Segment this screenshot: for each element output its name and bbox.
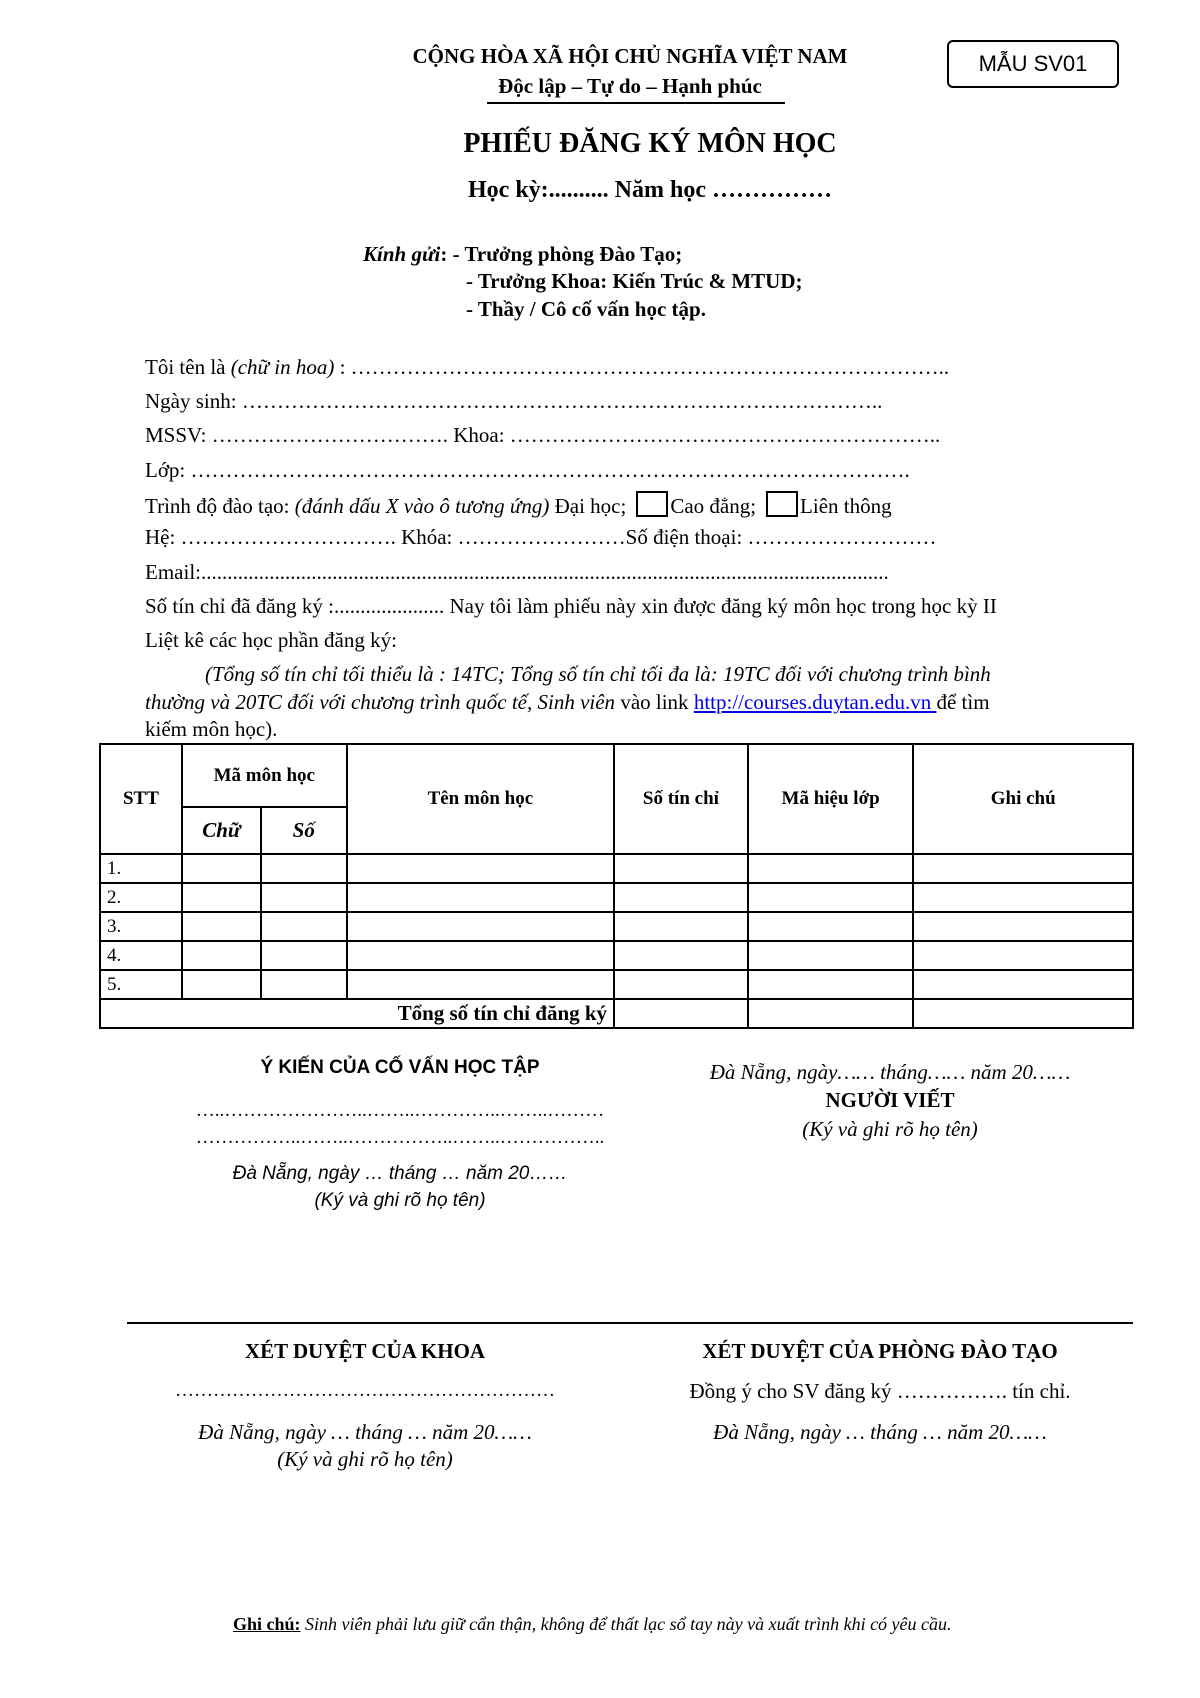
credits-field: Số tín chỉ đã đăng ký :..................... Nay tôi làm phiếu này xin được đăng ký môn học trong học kỳ II <box>145 594 997 618</box>
writer-date: Đà Nẵng, ngày…… tháng…… năm 20…… <box>709 1060 1071 1084</box>
course-table <box>99 743 1134 1029</box>
note-line-2: thường và 20TC đối với chương trình quốc tế, Sinh viên vào link http://courses.duytan.edu.vn để tìm <box>145 690 990 714</box>
advisor-dots-1: …..…………………..……..…………..……..……… <box>195 1100 605 1121</box>
table-row: 1. <box>100 854 1133 883</box>
table-row: 2. <box>100 883 1133 912</box>
addressee-line-2: - Trưởng Khoa: Kiến Trúc & MTUD; <box>466 269 803 293</box>
faculty-date: Đà Nẵng, ngày … tháng … năm 20…… <box>198 1420 532 1444</box>
faculty-sign: (Ký và ghi rõ họ tên) <box>277 1447 453 1471</box>
table-row: 5. <box>100 970 1133 999</box>
email-field: Email:................................................................................................................................... <box>145 560 889 584</box>
list-label: Liệt kê các học phần đăng ký: <box>145 628 397 652</box>
note-line-3: kiếm môn học). <box>145 717 278 741</box>
name-field: Tôi tên là (chữ in hoa) : ………………………………………………………………………….. <box>145 355 950 379</box>
addressee-line-1: : - Trưởng phòng Đào Tạo; <box>440 242 683 266</box>
addressee-label: Kính gửi <box>363 242 441 266</box>
advisor-dots-2: ……………..……..……………..……..…………….. <box>195 1127 605 1148</box>
writer-sign: (Ký và ghi rõ họ tên) <box>802 1117 978 1141</box>
system-field: Hệ: …………………………. Khóa: ……………………Số điện thoại: ……………………… <box>145 525 937 549</box>
transfer-checkbox[interactable] <box>766 491 798 517</box>
header-stt: STT <box>100 744 182 854</box>
country-name: CỘNG HÒA XÃ HỘI CHỦ NGHĨA VIỆT NAM <box>412 44 848 68</box>
total-row <box>100 999 1133 1028</box>
addressee <box>363 242 682 267</box>
motto: Độc lập – Tự do – Hạnh phúc <box>498 74 762 98</box>
advisor-date: Đà Nẵng, ngày … tháng … năm 20…… <box>232 1163 568 1184</box>
header-course-name: Tên môn học <box>347 744 614 854</box>
faculty-heading: XÉT DUYỆT CỦA KHOA <box>244 1339 486 1363</box>
mssv-field: MSSV: ……………………………. Khoa: …………………………………………………….. <box>145 423 941 447</box>
level-field: Trình độ đào tạo: (đánh dấu X vào ô tương ứng) Đại học; Cao đẳng; Liên thông <box>145 491 892 519</box>
semester-line: Học kỳ:.......... Năm học …………… <box>468 177 832 203</box>
header-course-code: Mã môn học <box>182 744 347 807</box>
addressee-line-3: - Thầy / Cô cố vấn học tập. <box>466 297 706 321</box>
footer-text: Sinh viên phải lưu giữ cẩn thận, không để thất lạc sổ tay này và xuất trình khi có yêu cầu. <box>300 1614 952 1634</box>
motto-underline <box>487 102 785 104</box>
training-approve: Đồng ý cho SV đăng ký ……………. tín chỉ. <box>689 1379 1071 1403</box>
courses-link[interactable]: http://courses.duytan.edu.vn <box>693 690 937 714</box>
advisor-heading: Ý KIẾN CỦA CỐ VẤN HỌC TẬP <box>260 1057 540 1078</box>
header-code-letters: Chữ <box>182 807 261 854</box>
faculty-dots: …………………………………………………… <box>175 1380 555 1401</box>
training-date: Đà Nẵng, ngày … tháng … năm 20…… <box>713 1420 1047 1444</box>
advisor-sign: (Ký và ghi rõ họ tên) <box>314 1190 486 1211</box>
section-divider <box>127 1322 1133 1324</box>
training-heading: XÉT DUYỆT CỦA PHÒNG ĐÀO TẠO <box>702 1339 1058 1363</box>
footer-label: Ghi chú: <box>233 1614 301 1634</box>
header-credits: Số tín chỉ <box>614 744 748 854</box>
header-code-number: Số <box>261 807 347 854</box>
header-class-code: Mã hiệu lớp <box>748 744 914 854</box>
college-checkbox[interactable] <box>636 491 668 517</box>
class-field: Lớp: …………………………………………………………………………………………. <box>145 458 910 482</box>
total-label: Tổng số tín chỉ đăng ký <box>100 999 614 1028</box>
form-code-box: MẪU SV01 <box>947 40 1119 88</box>
page-title: PHIẾU ĐĂNG KÝ MÔN HỌC <box>463 128 837 159</box>
header-note: Ghi chú <box>913 744 1133 854</box>
note-line-1: (Tổng số tín chỉ tối thiểu là : 14TC; Tổng số tín chỉ tối đa là: 19TC đối với chương trình bình <box>205 662 991 686</box>
dob-field: Ngày sinh: ……………………………………………………………………………….. <box>145 389 883 413</box>
footer-note <box>233 1614 952 1635</box>
writer-heading: NGƯỜI VIẾT <box>825 1088 955 1112</box>
table-row: 4. <box>100 941 1133 970</box>
table-row: 3. <box>100 912 1133 941</box>
